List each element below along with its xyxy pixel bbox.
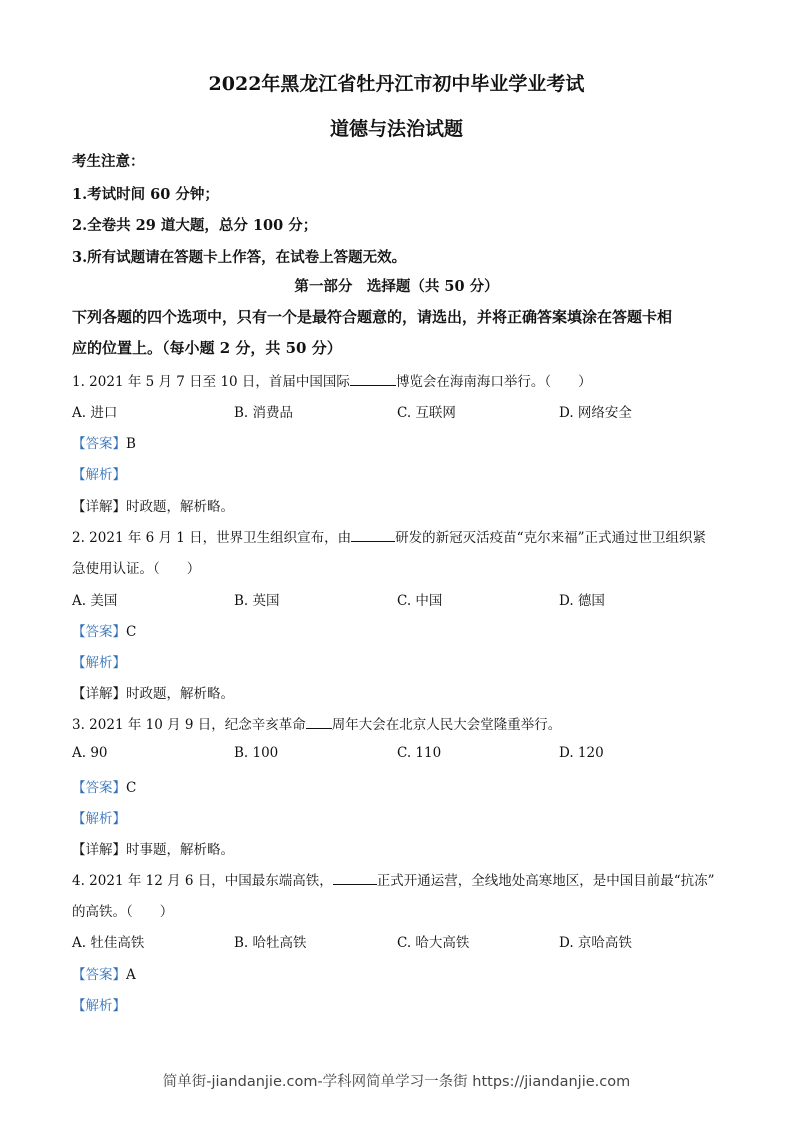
- notice-item: 2.全卷共 29 道大题，总分 100 分；: [72, 217, 318, 234]
- blank-line: [350, 373, 396, 386]
- stem-text: 2. 2021 年 6 月 1 日，世界卫生组织宣布，由: [72, 530, 352, 546]
- detail-line: [72, 682, 234, 702]
- detail-text: 时政题，解析略。: [126, 686, 234, 702]
- answer-tag: 【答案】: [72, 624, 126, 640]
- option-c: C. 哈大高铁: [397, 935, 470, 951]
- stem-text: 3. 2021 年 10 月 9 日，纪念辛亥革命: [72, 717, 306, 733]
- question-stem-continued: 的高铁。（ ）: [72, 904, 174, 920]
- detail-text: 时事题，解析略。: [126, 842, 234, 858]
- detail-line: [72, 838, 234, 858]
- answer-line: [72, 776, 136, 796]
- detail-text: 时政题，解析略。: [126, 499, 234, 515]
- option-a: A. 美国: [72, 593, 118, 609]
- answer-line: [72, 432, 136, 452]
- exam-title: 2022年黑龙江省牡丹江市初中毕业学业考试: [208, 73, 585, 95]
- option-b: B. 哈牡高铁: [234, 935, 307, 951]
- stem-text: 周年大会在北京人民大会堂隆重举行。: [331, 717, 562, 733]
- blank-line: [333, 872, 377, 885]
- notice-item: 3.所有试题请在答题卡上作答，在试卷上答题无效。: [72, 249, 407, 266]
- section-instruction: 下列各题的四个选项中，只有一个是最符合题意的，请选出，并将正确答案填涂在答题卡相: [72, 308, 673, 326]
- notice-item: 1.考试时间 60 分钟；: [72, 186, 219, 203]
- section-instruction: 应的位置上。（每小题 2 分，共 50 分）: [72, 339, 342, 357]
- question-stem: [72, 869, 715, 889]
- answer-line: [72, 963, 136, 983]
- notice-heading: 考生注意：: [72, 153, 145, 170]
- option-d: D. 120: [559, 745, 604, 761]
- answer-line: [72, 620, 136, 640]
- footer-watermark-link[interactable]: 简单街-jiandanjie.com-学科网简单学习一条街 https://jiandanjie.com: [162, 1074, 631, 1090]
- stem-text: 正式开通运营，全线地处高寒地区，是中国目前最“抗冻”: [376, 873, 715, 889]
- stem-text: 博览会在海南海口举行。（ ）: [395, 374, 592, 390]
- option-d: D. 京哈高铁: [559, 935, 632, 951]
- stem-text: 研发的新冠灭活疫苗“克尔来福”正式通过世卫组织紧: [395, 530, 706, 546]
- blank-line: [351, 529, 395, 542]
- section-title: 第一部分 选择题（共 50 分）: [294, 278, 499, 295]
- option-c: C. 互联网: [397, 405, 456, 421]
- option-a: A. 90: [72, 745, 108, 761]
- analysis-tag: 【解析】: [72, 467, 126, 483]
- answer-value: B: [126, 436, 136, 452]
- question-stem: [72, 713, 561, 733]
- option-d: D. 网络安全: [559, 405, 632, 421]
- answer-value: A: [126, 967, 136, 983]
- option-b: B. 消费品: [234, 405, 294, 421]
- exam-subtitle: 道德与法治试题: [329, 118, 463, 140]
- answer-value: C: [126, 624, 137, 640]
- analysis-tag: 【解析】: [72, 655, 126, 671]
- option-b: B. 100: [234, 745, 279, 761]
- option-c: C. 中国: [397, 593, 443, 609]
- stem-text: 1. 2021 年 5 月 7 日至 10 日，首届中国国际: [72, 374, 350, 390]
- question-stem: [72, 526, 706, 546]
- question-stem: [72, 370, 592, 390]
- analysis-tag: 【解析】: [72, 998, 126, 1014]
- detail-tag: 【详解】: [72, 686, 126, 702]
- detail-line: [72, 495, 234, 515]
- stem-text: 4. 2021 年 12 月 6 日，中国最东端高铁，: [72, 873, 333, 889]
- answer-value: C: [126, 780, 137, 796]
- question-stem-continued: 急使用认证。（ ）: [72, 561, 201, 577]
- answer-tag: 【答案】: [72, 436, 126, 452]
- option-c: C. 110: [397, 745, 442, 761]
- detail-tag: 【详解】: [72, 499, 126, 515]
- answer-tag: 【答案】: [72, 780, 126, 796]
- analysis-tag: 【解析】: [72, 811, 126, 827]
- blank-line: [306, 716, 332, 729]
- option-a: A. 进口: [72, 405, 118, 421]
- option-d: D. 德国: [559, 593, 605, 609]
- answer-tag: 【答案】: [72, 967, 126, 983]
- option-b: B. 英国: [234, 593, 280, 609]
- option-a: A. 牡佳高铁: [72, 935, 145, 951]
- detail-tag: 【详解】: [72, 842, 126, 858]
